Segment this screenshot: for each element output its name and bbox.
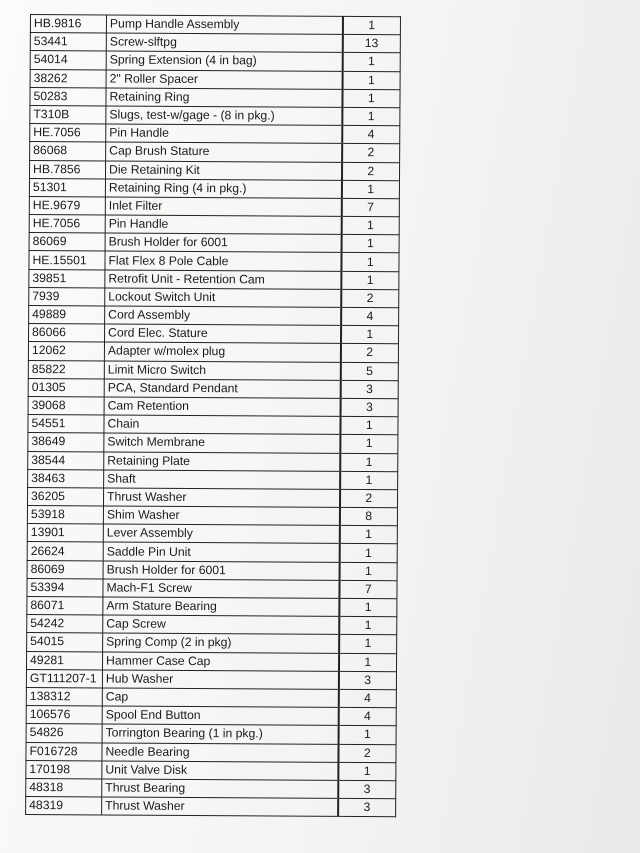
quantity-cell: 4 [338,708,396,727]
part-number-cell: 86071 [27,596,103,615]
table-row [28,360,398,380]
description-cell: Pump Handle Assembly [106,15,342,35]
description-cell: Cap Brush Stature [106,142,342,162]
quantity-cell: 1 [339,598,397,617]
description-cell: Arm Stature Bearing [103,597,339,617]
part-number-cell: 49281 [26,651,102,670]
table-row [29,287,399,307]
description-cell: Needle Bearing [102,742,338,762]
description-cell: Pin Handle [105,215,341,235]
part-number-cell: 86066 [28,324,104,343]
quantity-cell: 1 [342,16,400,35]
description-cell: Limit Micro Switch [104,361,340,381]
description-cell: PCA, Standard Pendant [104,379,340,399]
quantity-cell: 7 [341,198,399,217]
table-row [27,524,397,544]
table-row [28,469,398,489]
part-number-cell: 50283 [30,87,106,106]
table-row [27,542,397,562]
part-number-cell: GT111207-1 [26,669,102,688]
table-row [29,233,399,253]
description-cell: Cord Elec. Stature [104,324,340,344]
table-row [27,615,397,635]
part-number-cell: 13901 [27,524,103,543]
part-number-cell: 86069 [29,233,105,252]
quantity-cell: 1 [339,635,397,654]
part-number-cell: 54015 [27,633,103,652]
quantity-cell: 4 [341,307,399,326]
description-cell: Cord Assembly [105,306,341,326]
table-row [26,687,396,707]
table-row [26,669,396,689]
part-number-cell: 38262 [30,69,106,88]
table-row [29,196,399,216]
quantity-cell: 3 [338,671,396,690]
description-cell: Shim Washer [103,506,339,526]
table-row [27,578,397,598]
part-number-cell: 85822 [28,360,104,379]
part-number-cell: 106576 [26,706,102,725]
part-number-cell: 54014 [30,51,106,70]
description-cell: Thrust Washer [102,797,338,817]
part-number-cell: 86069 [27,560,103,579]
part-number-cell: 48319 [26,797,102,816]
description-cell: Lockout Switch Unit [105,288,341,308]
part-number-cell: 36205 [27,487,103,506]
table-row [30,142,400,162]
part-number-cell: 39851 [29,269,105,288]
description-cell: 2" Roller Spacer [106,70,342,90]
table-row [28,415,398,435]
description-cell: Hub Washer [102,670,338,690]
part-number-cell: HE.9679 [29,196,105,215]
description-cell: Shaft [104,470,340,490]
quantity-cell: 1 [339,526,397,545]
description-cell: Hammer Case Cap [102,652,338,672]
table-row [30,69,400,89]
quantity-cell: 1 [341,216,399,235]
description-cell: Thrust Washer [103,488,339,508]
description-cell: Thrust Bearing [102,779,338,799]
quantity-cell: 1 [340,453,398,472]
quantity-cell: 2 [340,344,398,363]
part-number-cell: 39068 [28,396,104,415]
table-row [26,797,396,817]
table-row [26,760,396,780]
table-row [28,378,398,398]
description-cell: Torrington Bearing (1 in pkg.) [102,724,338,744]
parts-table [25,14,401,818]
table-row [30,33,400,53]
table-row [29,269,399,289]
part-number-cell: 7939 [29,287,105,306]
description-cell: Switch Membrane [104,433,340,453]
part-number-cell: 48318 [26,778,102,797]
quantity-cell: 1 [340,326,398,345]
description-cell: Saddle Pin Unit [103,542,339,562]
quantity-cell: 2 [338,744,396,763]
quantity-cell: 1 [339,617,397,636]
part-number-cell: 38463 [28,469,104,488]
quantity-cell: 1 [338,762,396,781]
part-number-cell: T310B [30,105,106,124]
quantity-cell: 1 [341,235,399,254]
quantity-cell: 1 [342,71,400,90]
description-cell: Cam Retention [104,397,340,417]
description-cell: Brush Holder for 6001 [103,561,339,581]
table-row [30,51,400,71]
part-number-cell: HE.7056 [30,124,106,143]
part-number-cell: 38544 [28,451,104,470]
table-row [28,342,398,362]
table-row [27,487,397,507]
quantity-cell: 4 [342,126,400,145]
quantity-cell: 1 [341,180,399,199]
description-cell: Brush Holder for 6001 [105,233,341,253]
table-row [28,396,398,416]
quantity-cell: 1 [339,544,397,563]
quantity-cell: 2 [341,162,399,181]
quantity-cell: 1 [340,435,398,454]
description-cell: Retaining Ring [106,88,342,108]
quantity-cell: 1 [342,107,400,126]
quantity-cell: 5 [340,362,398,381]
description-cell: Retaining Ring (4 in pkg.) [105,179,341,199]
table-row [30,15,400,35]
part-number-cell: 170198 [26,760,102,779]
parts-table-wrapper [25,14,400,817]
table-row [26,706,396,726]
quantity-cell: 1 [341,271,399,290]
part-number-cell: 54826 [26,724,102,743]
part-number-cell: 26624 [27,542,103,561]
table-row [29,215,399,235]
description-cell: Unit Valve Disk [102,761,338,781]
part-number-cell: 53394 [27,578,103,597]
part-number-cell: HE.15501 [29,251,105,270]
part-number-cell: F016728 [26,742,102,761]
description-cell: Pin Handle [106,124,342,144]
quantity-cell: 13 [342,35,400,54]
table-row [27,596,397,616]
description-cell: Chain [104,415,340,435]
quantity-cell: 4 [338,689,396,708]
part-number-cell: 49889 [29,305,105,324]
quantity-cell: 2 [342,144,400,163]
description-cell: Die Retaining Kit [105,160,341,180]
description-cell: Mach-F1 Screw [103,579,339,599]
part-number-cell: 86068 [30,142,106,161]
part-number-cell: 54242 [27,615,103,634]
description-cell: Cap [102,688,338,708]
quantity-cell: 1 [340,417,398,436]
description-cell: Spring Comp (2 in pkg) [103,633,339,653]
part-number-cell: 38649 [28,433,104,452]
quantity-cell: 3 [340,398,398,417]
part-number-cell: 12062 [28,342,104,361]
quantity-cell: 1 [340,471,398,490]
quantity-cell: 7 [339,580,397,599]
part-number-cell: 54551 [28,415,104,434]
table-row [26,778,396,798]
part-number-cell: 53441 [30,33,106,52]
description-cell: Retrofit Unit - Retention Cam [105,270,341,290]
quantity-cell: 1 [342,89,400,108]
part-number-cell: HB.7856 [29,160,105,179]
table-row [29,160,399,180]
part-number-cell: HB.9816 [30,15,106,34]
table-row [29,251,399,271]
table-row [27,506,397,526]
table-row [29,305,399,325]
part-number-cell: 138312 [26,687,102,706]
part-number-cell: HE.7056 [29,215,105,234]
table-row [26,742,396,762]
table-row [28,433,398,453]
table-row [26,651,396,671]
quantity-cell: 1 [342,53,400,72]
description-cell: Adapter w/molex plug [104,342,340,362]
description-cell: Screw-slftpg [106,33,342,53]
part-number-cell: 51301 [29,178,105,197]
table-row [30,105,400,125]
table-row [28,451,398,471]
table-row [30,124,400,144]
description-cell: Spring Extension (4 in bag) [106,51,342,71]
table-row [28,324,398,344]
description-cell: Lever Assembly [103,524,339,544]
quantity-cell: 3 [340,380,398,399]
description-cell: Slugs, test-w/gage - (8 in pkg.) [106,106,342,126]
part-number-cell: 53918 [27,506,103,525]
table-row [26,724,396,744]
quantity-cell: 8 [339,507,397,526]
quantity-cell: 3 [338,780,396,799]
quantity-cell: 2 [339,489,397,508]
table-row [27,560,397,580]
quantity-cell: 2 [341,289,399,308]
quantity-cell: 1 [338,726,396,745]
quantity-cell: 1 [338,653,396,672]
description-cell: Flat Flex 8 Pole Cable [105,251,341,271]
quantity-cell: 1 [341,253,399,272]
parts-table-body [26,15,401,817]
table-row [30,87,400,107]
description-cell: Cap Screw [103,615,339,635]
quantity-cell: 1 [339,562,397,581]
description-cell: Spool End Button [102,706,338,726]
part-number-cell: 01305 [28,378,104,397]
table-row [27,633,397,653]
description-cell: Retaining Plate [104,451,340,471]
quantity-cell: 3 [338,798,396,817]
description-cell: Inlet Filter [105,197,341,217]
table-row [29,178,399,198]
